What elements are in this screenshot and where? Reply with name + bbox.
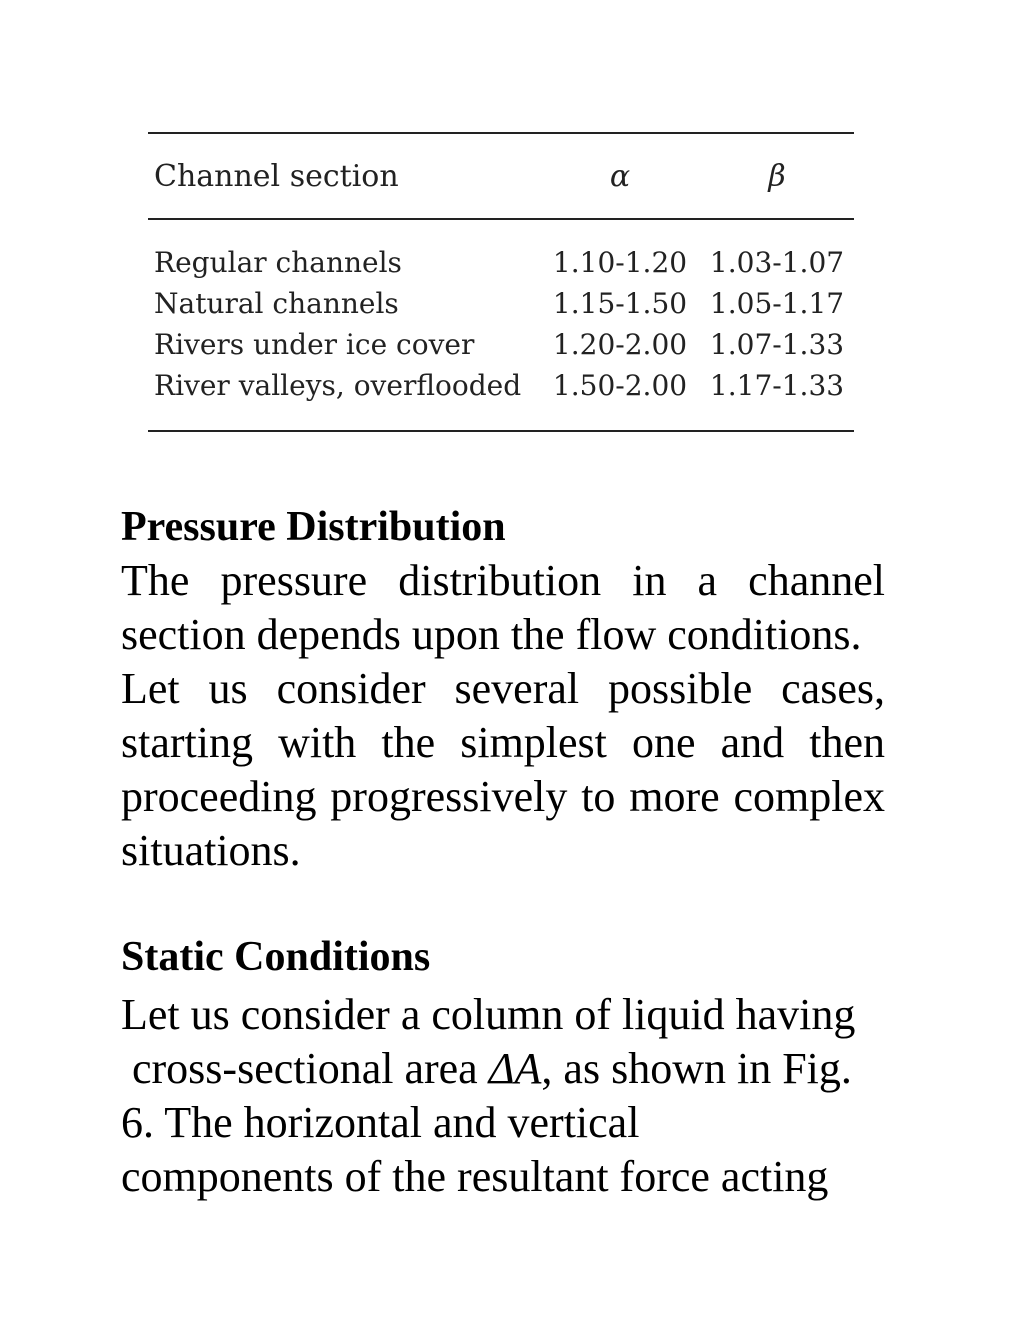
static-line-2-start: cross-sectional area — [121, 1044, 489, 1093]
header-channel-section: Channel section — [154, 158, 399, 194]
pressure-heading: Pressure Distribution — [121, 504, 506, 550]
row-alpha: 1.10-1.20 — [552, 246, 688, 279]
row-alpha: 1.20-2.00 — [552, 328, 688, 361]
alpha-beta-table-body — [148, 220, 854, 430]
delta-a-symbol: ΔA — [488, 1044, 542, 1093]
coefficient-table — [148, 132, 854, 432]
static-line-2-end: , as shown in Fig. — [541, 1044, 852, 1093]
table-row — [148, 283, 854, 324]
row-alpha: 1.50-2.00 — [552, 369, 688, 402]
table-header-row — [148, 134, 854, 218]
row-section: River valleys, overflooded — [154, 369, 522, 402]
static-line-1: Let us consider a column of liquid having — [121, 990, 856, 1039]
static-line-2 — [121, 1042, 885, 1096]
table-row — [148, 365, 854, 430]
table-row — [148, 220, 854, 283]
row-section: Regular channels — [154, 246, 402, 279]
row-beta: 1.03-1.07 — [709, 246, 845, 279]
pressure-paragraph-2: Let us consider several possible cases, starting with the simplest one and then proceeding progressively to more complex situations. — [121, 664, 885, 875]
static-heading: Static Conditions — [121, 934, 431, 980]
alpha-beta-table — [148, 134, 854, 218]
header-beta: β — [768, 158, 786, 194]
static-paragraph — [121, 988, 885, 1204]
static-section — [121, 930, 885, 1204]
table-row — [148, 324, 854, 365]
static-line-4: components of the resultant force acting — [121, 1152, 829, 1201]
row-beta: 1.07-1.33 — [709, 328, 845, 361]
row-beta: 1.05-1.17 — [709, 287, 845, 320]
row-alpha: 1.15-1.50 — [552, 287, 688, 320]
pressure-section — [121, 500, 885, 878]
table-bottom-rule — [148, 430, 854, 432]
pressure-paragraph-1: The pressure distribution in a channel section depends upon the flow conditions. — [121, 556, 885, 659]
row-section: Rivers under ice cover — [154, 328, 475, 361]
row-section: Natural channels — [154, 287, 399, 320]
static-line-3: 6. The horizontal and vertical — [121, 1098, 640, 1147]
row-beta: 1.17-1.33 — [709, 369, 845, 402]
header-alpha: α — [609, 158, 631, 194]
